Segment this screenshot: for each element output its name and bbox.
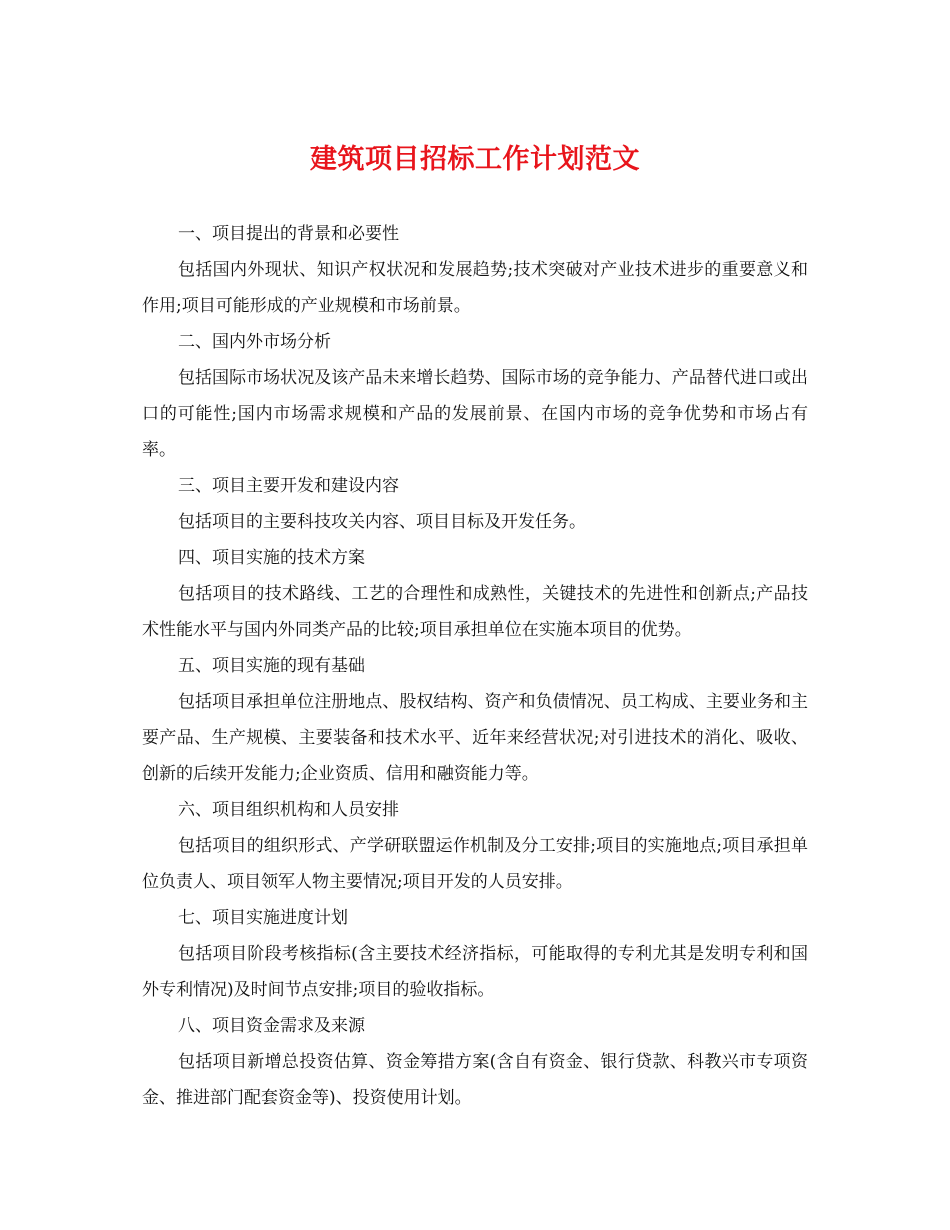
section-heading-1: 一、项目提出的背景和必要性 — [178, 224, 399, 244]
section-heading-4: 四、项目实施的技术方案 — [178, 548, 365, 568]
section-heading-8: 八、项目资金需求及来源 — [178, 1016, 365, 1036]
section-paragraph-6: 包括项目的组织形式、产学研联盟运作机制及分工安排;项目的实施地点;项目承担单位负责人、项目领军人物主要情况;项目开发的人员安排。 — [142, 836, 808, 892]
section-heading-6: 六、项目组织机构和人员安排 — [178, 800, 399, 820]
section-paragraph-8: 包括项目新增总投资估算、资金筹措方案(含自有资金、银行贷款、科教兴市专项资金、推进部门配套资金等)、投资使用计划。 — [142, 1052, 808, 1108]
section-paragraph-5: 包括项目承担单位注册地点、股权结构、资产和负债情况、员工构成、主要业务和主要产品、生产规模、主要装备和技术水平、近年来经营状况;对引进技术的消化、吸收、创新的后续开发能力;企业资质、信用和融资能力等。 — [142, 692, 808, 784]
section-heading-3: 三、项目主要开发和建设内容 — [178, 476, 399, 496]
section-paragraph-1: 包括国内外现状、知识产权状况和发展趋势;技术突破对产业技术进步的重要意义和作用;项目可能形成的产业规模和市场前景。 — [142, 260, 808, 316]
section-paragraph-2: 包括国际市场状况及该产品未来增长趋势、国际市场的竞争能力、产品替代进口或出口的可能性;国内市场需求规模和产品的发展前景、在国内市场的竞争优势和市场占有率。 — [142, 368, 808, 460]
section-paragraph-4: 包括项目的技术路线、工艺的合理性和成熟性，关键技术的先进性和创新点;产品技术性能水平与国内外同类产品的比较;项目承担单位在实施本项目的优势。 — [142, 584, 808, 640]
section-paragraph-3: 包括项目的主要科技攻关内容、项目目标及开发任务。 — [178, 512, 586, 532]
document-body — [142, 216, 808, 1116]
section-heading-5: 五、项目实施的现有基础 — [178, 656, 365, 676]
document-title: 建筑项目招标工作计划范文 — [310, 144, 640, 175]
section-heading-2: 二、国内外市场分析 — [178, 332, 331, 352]
section-paragraph-7: 包括项目阶段考核指标(含主要技术经济指标，可能取得的专利尤其是发明专利和国外专利情况)及时间节点安排;项目的验收指标。 — [142, 944, 808, 1000]
section-heading-7: 七、项目实施进度计划 — [178, 908, 348, 928]
